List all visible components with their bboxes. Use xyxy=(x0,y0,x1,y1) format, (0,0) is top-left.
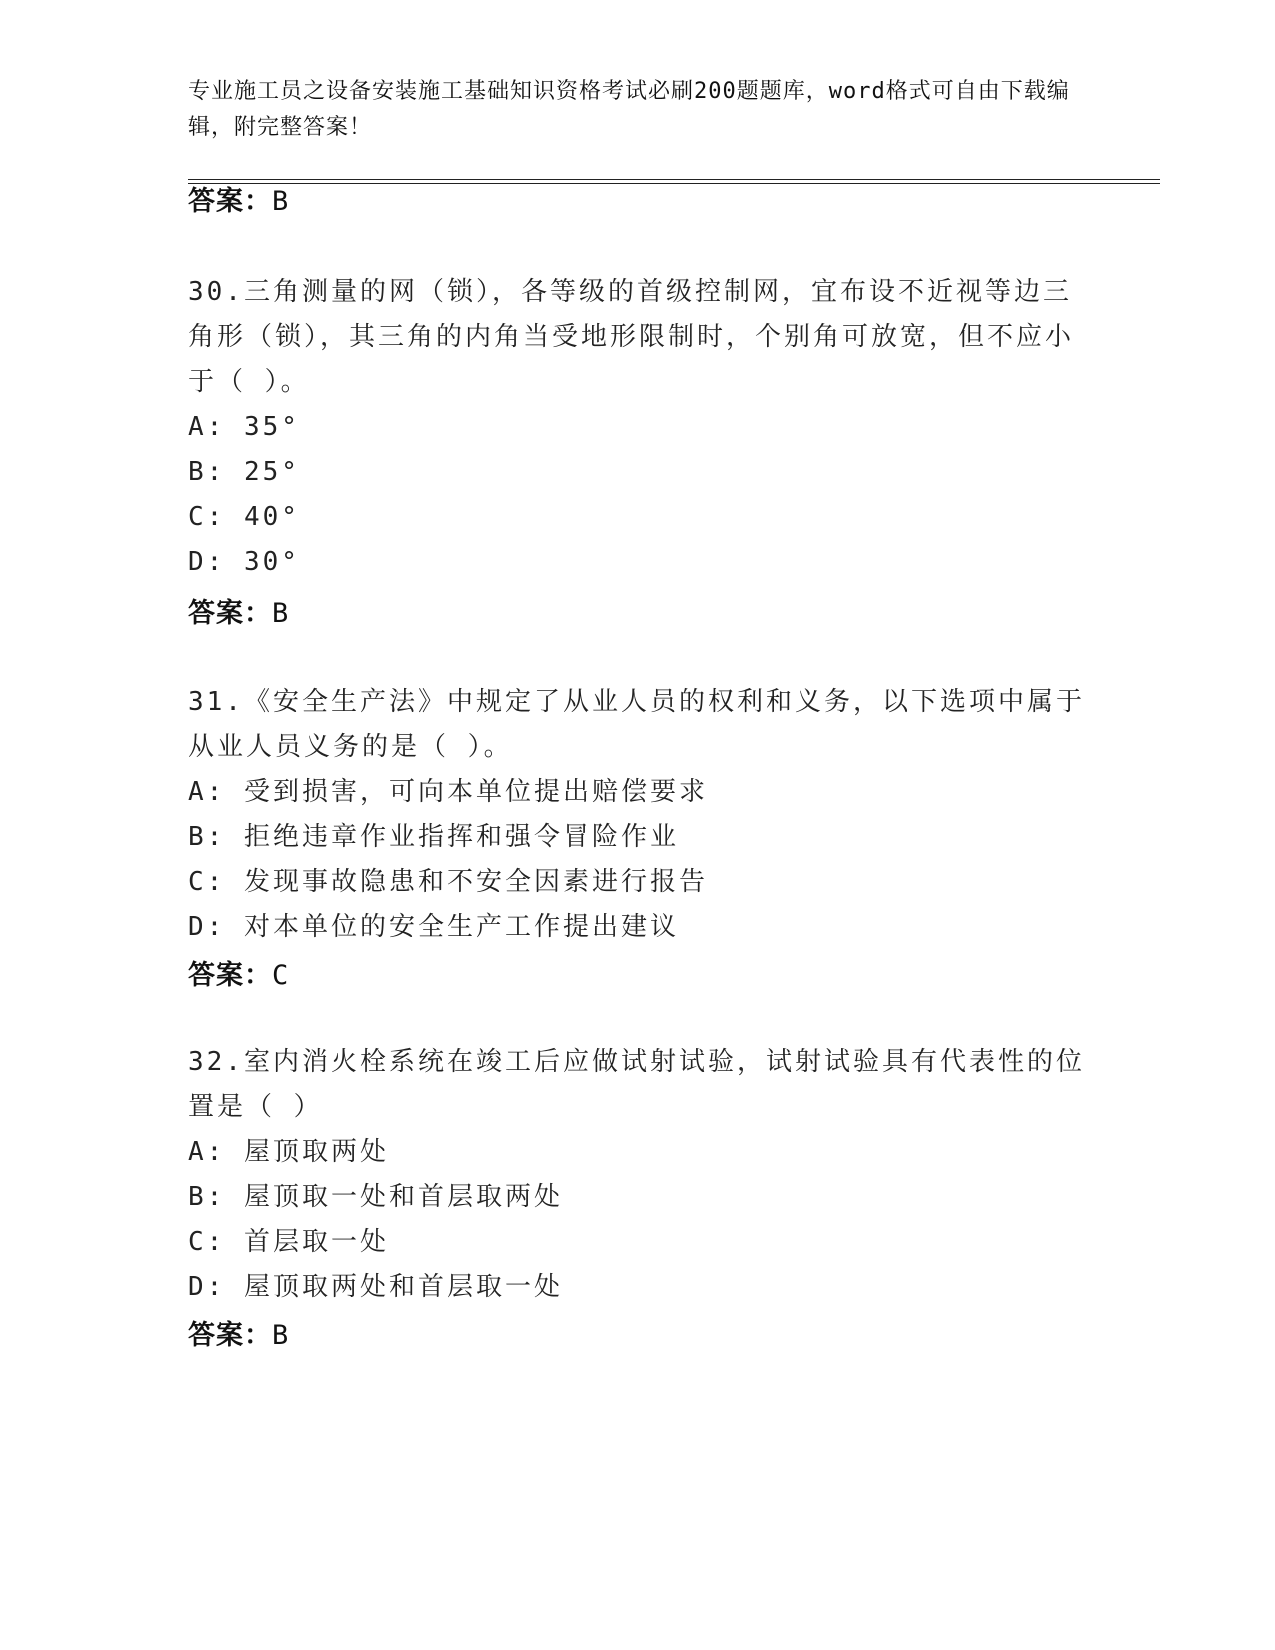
prev-answer xyxy=(188,184,289,220)
answer-value: B xyxy=(272,186,290,217)
question-text: 32.室内消火栓系统在竣工后应做试射试验，试射试验具有代表性的位置是（ ） xyxy=(188,1047,1085,1122)
option-b: B: 屋顶取一处和首层取两处 xyxy=(188,1182,563,1212)
option-c: C: 发现事故隐患和不安全因素进行报告 xyxy=(188,867,708,897)
question-31-answer xyxy=(188,958,289,994)
option-d: D: 屋顶取两处和首层取一处 xyxy=(188,1272,563,1302)
question-32 xyxy=(188,1040,1088,1310)
option-d: D: 30° xyxy=(188,547,300,577)
option-d: D: 对本单位的安全生产工作提出建议 xyxy=(188,912,679,942)
question-31 xyxy=(188,680,1088,950)
option-c: C: 首层取一处 xyxy=(188,1227,389,1257)
option-a: A: 35° xyxy=(188,412,300,442)
answer-value: B xyxy=(272,1320,290,1351)
answer-label: 答案： xyxy=(188,960,272,991)
answer-label: 答案： xyxy=(188,1320,272,1351)
question-30-answer xyxy=(188,596,289,632)
answer-label: 答案： xyxy=(188,186,272,217)
question-text: 31.《安全生产法》中规定了从业人员的权利和义务，以下选项中属于从业人员义务的是（ ）。 xyxy=(188,687,1085,762)
answer-value: C xyxy=(272,960,290,991)
option-a: A: 屋顶取两处 xyxy=(188,1137,389,1167)
option-a: A: 受到损害，可向本单位提出赔偿要求 xyxy=(188,777,708,807)
option-b: B: 25° xyxy=(188,457,300,487)
page-header: 专业施工员之设备安装施工基础知识资格考试必刷200题题库，word格式可自由下载编辑，附完整答案！ xyxy=(188,79,1070,140)
question-30 xyxy=(188,270,1088,585)
question-32-answer xyxy=(188,1318,289,1354)
answer-label: 答案： xyxy=(188,598,272,629)
option-c: C: 40° xyxy=(188,502,300,532)
question-text: 30.三角测量的网（锁），各等级的首级控制网，宜布设不近视等边三角形（锁），其三角的内角当受地形限制时，个别角可放宽，但不应小于（ ）。 xyxy=(188,277,1075,397)
header-divider-top xyxy=(188,179,1160,180)
header-divider-bottom xyxy=(188,183,1160,184)
option-b: B: 拒绝违章作业指挥和强令冒险作业 xyxy=(188,822,679,852)
answer-value: B xyxy=(272,598,290,629)
